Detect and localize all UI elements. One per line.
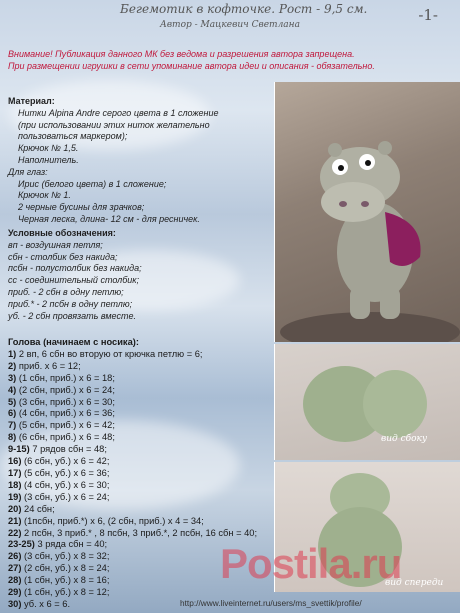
row-number: 27)	[8, 563, 22, 574]
eyes-heading: Для глаз:	[8, 166, 48, 177]
instruction-row	[8, 528, 257, 540]
instruction-row	[8, 385, 257, 397]
row-text: 2 вп, 6 сбн во вторую от крючка петлю = 6;	[18, 348, 203, 359]
materials-line: Нитки Alpina Andre серого цвета в 1 сложение	[18, 107, 219, 118]
warning-line: Внимание! Публикация данного МК без ведома и разрешения автора запрещена.	[8, 49, 355, 59]
materials-line: Крючок № 1,5.	[18, 143, 79, 154]
head-heading: Голова (начинаем с носика):	[8, 337, 139, 347]
row-text: (1 сбн, уб.) х 8 = 16;	[24, 575, 110, 586]
legend-line: вп - воздушная петля;	[8, 239, 103, 250]
row-text: (1 сбн, приб.) х 6 = 18;	[18, 372, 115, 383]
row-text: приб. х 6 = 12;	[18, 360, 81, 371]
legend-line: уб. - 2 сбн провязать вместе.	[8, 310, 136, 321]
hippo-photo	[274, 82, 460, 342]
warning-line: При размещении игрушки в сети упоминание автора идеи и описания - обязательно.	[8, 61, 375, 71]
row-number: 4)	[8, 384, 17, 395]
row-number: 26)	[8, 551, 22, 562]
row-number: 9-15)	[8, 444, 30, 455]
row-number: 17)	[8, 467, 22, 478]
row-text: (2 сбн, приб.) х 6 = 24;	[18, 384, 115, 395]
instruction-row	[8, 504, 257, 516]
instruction-row	[8, 480, 257, 492]
watermark: Postila.ru	[220, 540, 402, 587]
materials-line: пользоваться маркером);	[18, 131, 128, 142]
instruction-row	[8, 444, 257, 456]
instruction-row	[8, 373, 257, 385]
legend-block	[8, 228, 142, 322]
row-number: 16)	[8, 456, 22, 467]
row-number: 29)	[8, 587, 22, 598]
row-text: уб. х 6 = 6.	[24, 598, 71, 609]
copyright-warning	[8, 48, 448, 72]
instruction-row	[8, 492, 257, 504]
footer-url[interactable]: http://www.liveinternet.ru/users/ms_svettik/profile/	[180, 598, 362, 608]
row-number: 30)	[8, 598, 22, 609]
instruction-row	[8, 361, 257, 373]
row-number: 18)	[8, 479, 22, 490]
row-number: 23-25)	[8, 539, 35, 550]
hippo-illustration	[275, 82, 460, 342]
page-title: Бегемотик в кофточке. Рост - 9,5 см.	[120, 2, 368, 16]
row-text: 24 сбн;	[24, 503, 55, 514]
front-view-caption: вид спереди	[385, 578, 444, 588]
eyes-line: Крючок № 1.	[18, 190, 71, 201]
eyes-line: Черная леска, длина- 12 см - для ресничек.	[18, 213, 200, 224]
row-number: 8)	[8, 432, 17, 443]
row-text: (1 сбн, уб.) х 8 = 12;	[24, 587, 110, 598]
legend-line: псбн - полустолбик без накида;	[8, 263, 142, 274]
row-text: (3 сбн, уб.) х 6 = 24;	[24, 491, 110, 502]
instruction-row	[8, 397, 257, 409]
materials-line: Наполнитель.	[18, 154, 79, 165]
row-number: 28)	[8, 575, 22, 586]
row-number: 20)	[8, 503, 22, 514]
legend-heading: Условные обозначения:	[8, 228, 116, 238]
eyes-line: Ирис (белого цвета) в 1 сложение;	[18, 178, 167, 189]
legend-line: сбн - столбик без накида;	[8, 251, 118, 262]
row-text: (4 сбн, уб.) х 6 = 30;	[24, 479, 110, 490]
row-number: 7)	[8, 420, 17, 431]
row-text: (2 сбн, уб.) х 8 = 24;	[24, 563, 110, 574]
row-text: (5 сбн, уб.) х 6 = 36;	[24, 467, 110, 478]
instruction-row	[8, 456, 257, 468]
side-view-caption: вид сбоку	[381, 434, 428, 444]
page-number: -1-	[418, 6, 438, 24]
instruction-row	[8, 420, 257, 432]
eyes-line: 2 черные бусины для зрачков;	[18, 202, 145, 213]
row-text: 7 рядов сбн = 48;	[32, 444, 107, 455]
row-text: (3 сбн, уб.) х 8 = 32;	[24, 551, 110, 562]
row-text: (3 сбн, приб.) х 6 = 30;	[18, 396, 115, 407]
row-text: (6 сбн, приб.) х 6 = 48;	[18, 432, 115, 443]
row-number: 22)	[8, 527, 22, 538]
row-text: (5 сбн, приб.) х 6 = 42;	[18, 420, 115, 431]
row-text: (6 сбн, уб.) х 6 = 42;	[24, 456, 110, 467]
row-text: 3 ряда сбн = 40;	[37, 539, 108, 550]
row-number: 2)	[8, 360, 17, 371]
author-line: Автор - Мацкевич Светлана	[160, 20, 300, 30]
row-number: 5)	[8, 396, 17, 407]
legend-line: приб. - 2 сбн в одну петлю;	[8, 286, 124, 297]
instruction-row	[8, 468, 257, 480]
row-number: 19)	[8, 491, 22, 502]
legend-line: сс - соединительный столбик;	[8, 275, 140, 286]
materials-heading: Материал:	[8, 96, 55, 106]
row-number: 21)	[8, 515, 22, 526]
row-number: 1)	[8, 348, 17, 359]
instruction-row	[8, 408, 257, 420]
instruction-row	[8, 432, 257, 444]
instruction-row	[8, 516, 257, 528]
row-number: 3)	[8, 372, 17, 383]
instruction-row	[8, 349, 257, 361]
row-text: 2 псбн, 3 приб.* , 8 псбн, 3 приб.*, 2 псбн, 16 сбн = 40;	[24, 527, 258, 538]
legend-line: приб.* - 2 псбн в одну петлю;	[8, 298, 133, 309]
materials-block	[8, 96, 219, 226]
row-text: (1псбн, приб.*) х 6, (2 сбн, приб.) х 4 = 34;	[24, 515, 204, 526]
row-number: 6)	[8, 408, 17, 419]
row-text: (4 сбн, приб.) х 6 = 36;	[18, 408, 115, 419]
side-view-photo	[274, 344, 460, 460]
materials-line: (при использовании этих ниток желательно	[18, 119, 210, 130]
